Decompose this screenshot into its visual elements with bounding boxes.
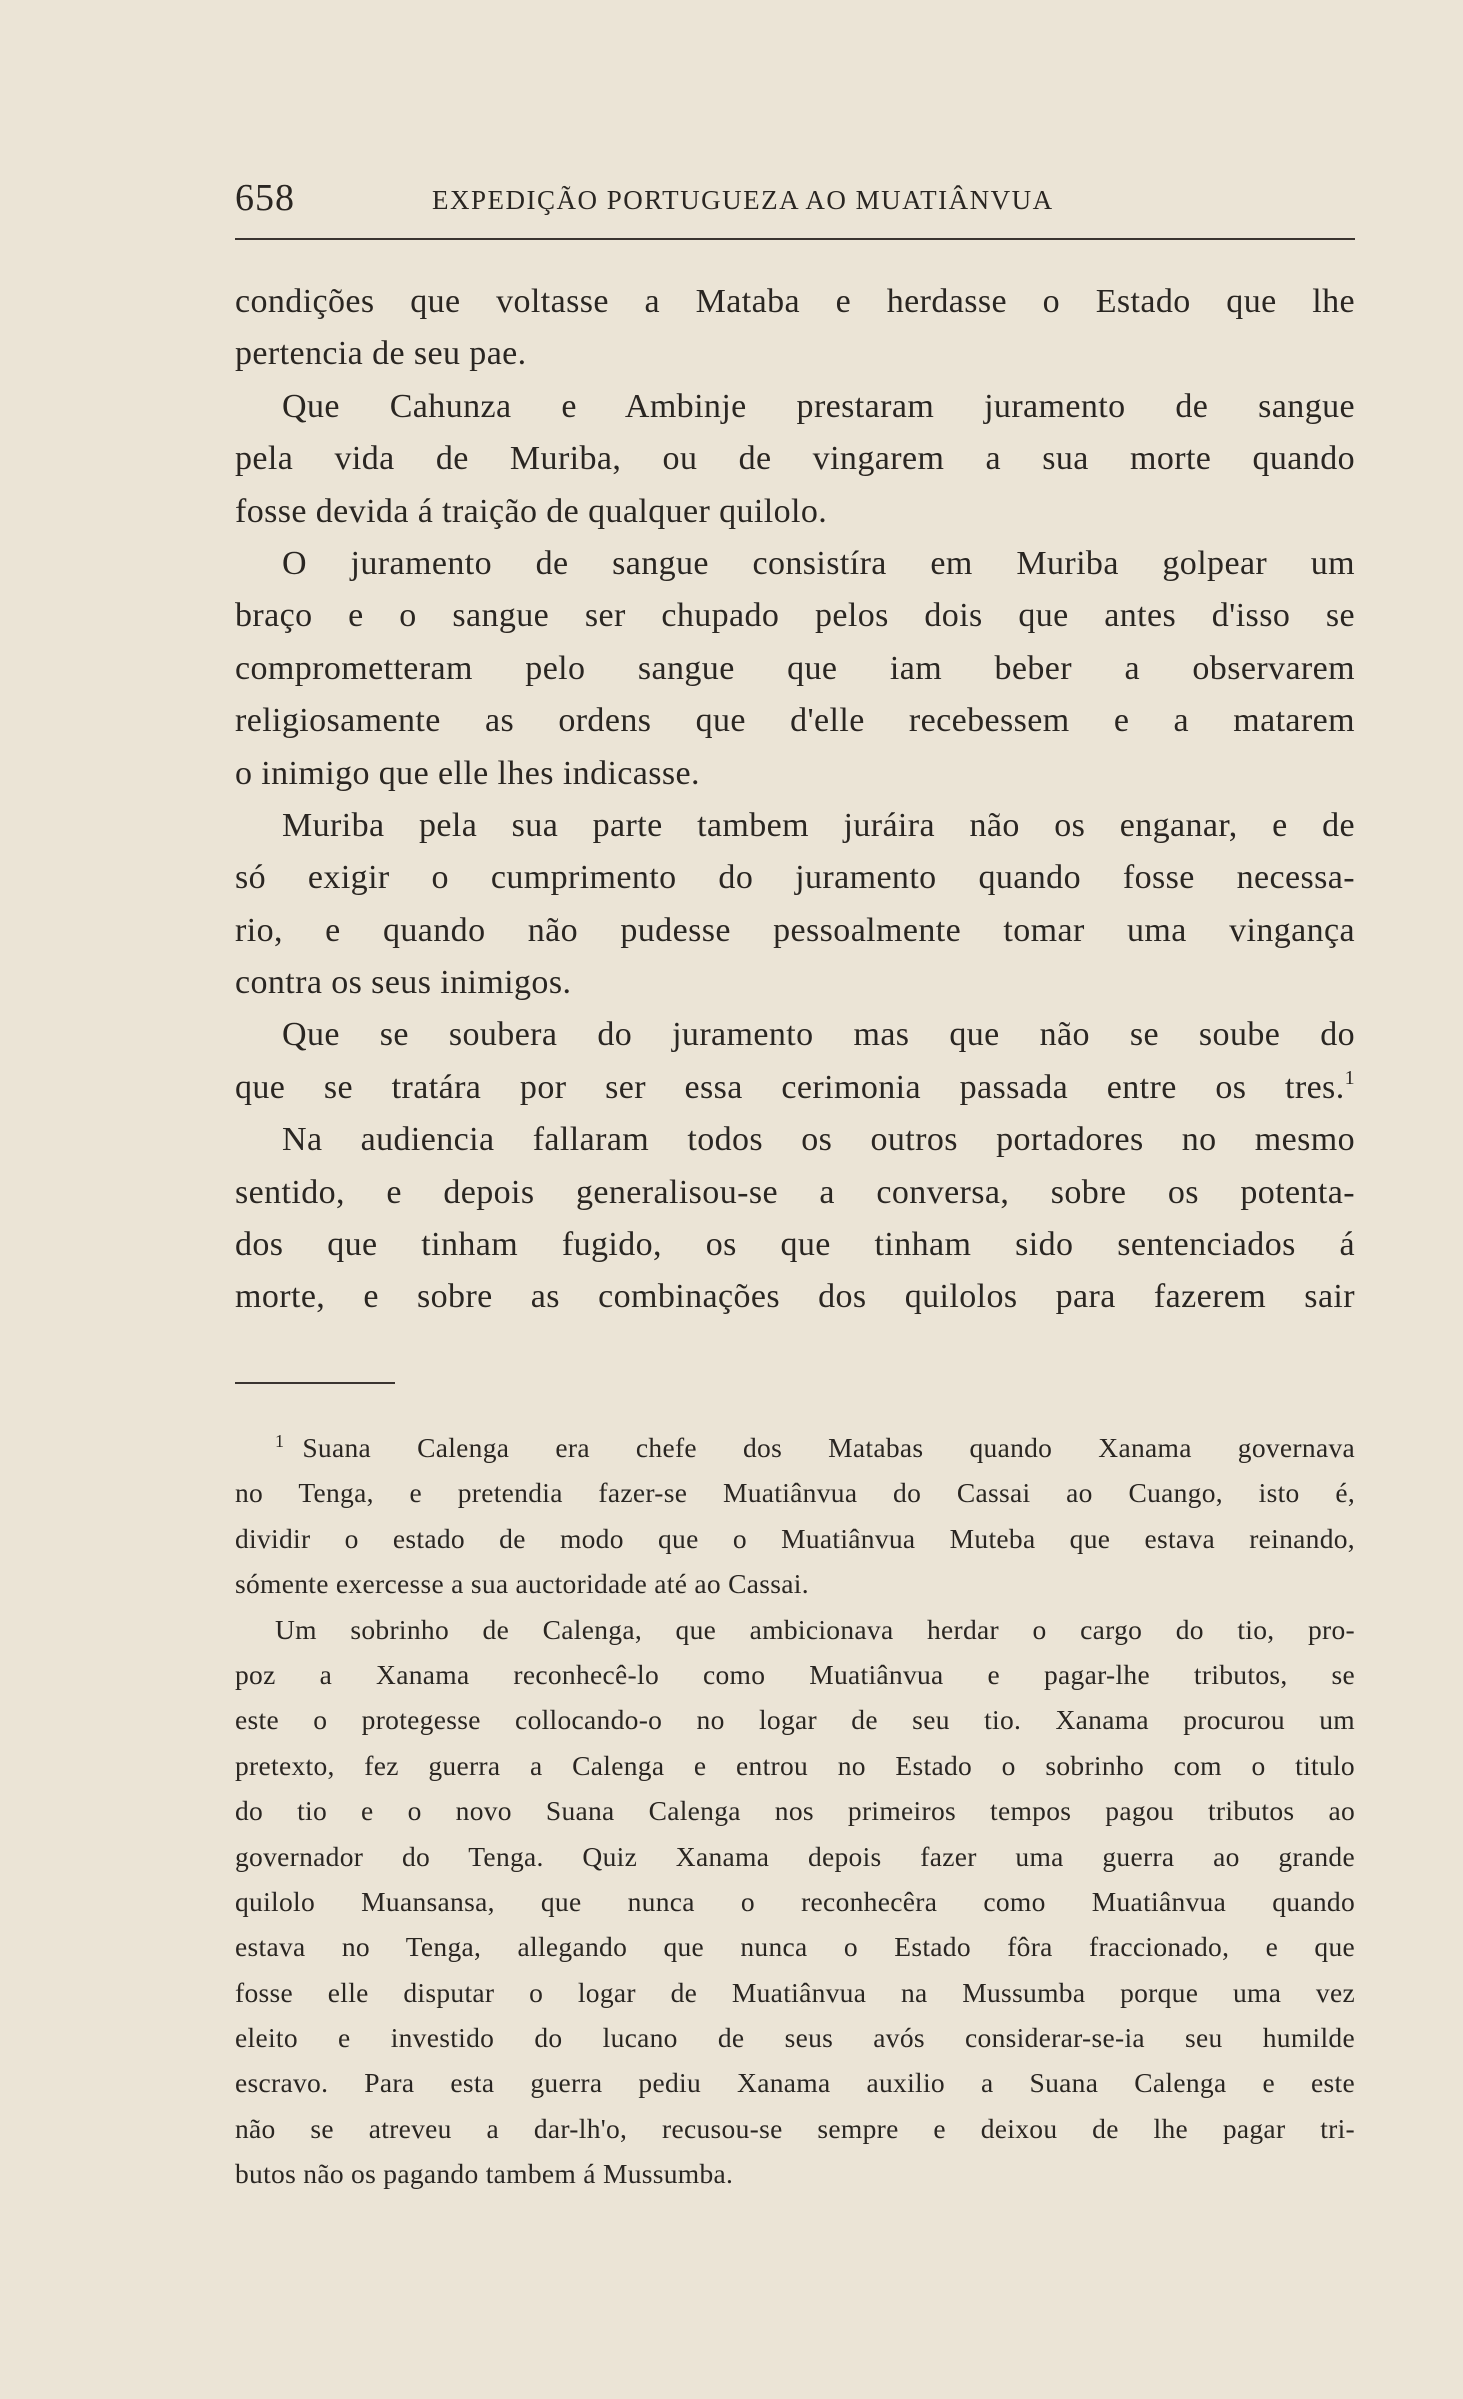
body-line: Que se soubera do juramento mas que não se soube do (282, 1016, 1355, 1054)
footnote-line: fosse elle disputar o logar de Muatiânvua na Mussumba porque uma vez (235, 1976, 1355, 2008)
body-line: morte, e sobre as combinações dos quilolos para fazerem sair (235, 1278, 1355, 1316)
footnote-line: do tio e o novo Suana Calenga nos primeiros tempos pagou tributos ao (235, 1795, 1355, 1827)
body-line: comprometteram pelo sangue que iam beber a observarem (235, 649, 1355, 687)
footnote-line: eleito e investido do lucano de seus avós considerar-se-ia seu humilde (235, 2022, 1355, 2054)
body-line: fosse devida á traição de qualquer quilolo. (235, 492, 828, 530)
body-line: religiosamente as ordens que d'elle recebessem e a matarem (235, 702, 1355, 740)
body-line: sentido, e depois generalisou-se a conversa, sobre os potenta- (235, 1173, 1355, 1211)
page-number: 658 (235, 177, 295, 219)
header-rule (235, 238, 1355, 240)
footnote-line: não se atreveu a dar-lh'o, recusou-se sempre e deixou de lhe pagar tri- (235, 2112, 1355, 2144)
body-line: pela vida de Muriba, ou de vingarem a sua morte quando (235, 440, 1355, 478)
page-header (235, 176, 1355, 226)
body-text (235, 276, 1355, 1324)
body-line-with-note (235, 1062, 1355, 1114)
footnote-line (235, 1425, 1355, 1470)
body-line: O juramento de sangue consistíra em Muriba golpear um (282, 544, 1355, 582)
footnote-line: poz a Xanama reconhecê-lo como Muatiânvua e pagar-lhe tributos, se (235, 1658, 1355, 1690)
body-line: braço e o sangue ser chupado pelos dois que antes d'isso se (235, 597, 1355, 635)
body-line: pertencia de seu pae. (235, 335, 527, 373)
footnote-reference: 1 (1344, 1066, 1355, 1089)
footnote-line: no Tenga, e pretendia fazer-se Muatiânvua do Cassai ao Cuango, isto é, (235, 1477, 1355, 1509)
footnote-line: este o protegesse collocando-o no logar de seu tio. Xanama procurou um (235, 1704, 1355, 1736)
body-line-text: que se tratára por ser essa cerimonia passada entre os tres. (235, 1068, 1345, 1106)
body-line: Que Cahunza e Ambinje prestaram juramento de sangue (282, 387, 1355, 425)
footnote-line: escravo. Para esta guerra pediu Xanama auxilio a Suana Calenga e este (235, 2067, 1355, 2099)
running-title: EXPEDIÇÃO PORTUGUEZA AO MUATIÂNVUA (432, 185, 1054, 215)
body-line: Na audiencia fallaram todos os outros portadores no mesmo (282, 1121, 1355, 1159)
footnote-line: dividir o estado de modo que o Muatiânvua Muteba que estava reinando, (235, 1522, 1355, 1554)
footnote-line: Um sobrinho de Calenga, que ambicionava herdar o cargo do tio, pro- (275, 1613, 1355, 1645)
footnote-line-text: Suana Calenga era chefe dos Matabas quando Xanama governava (302, 1432, 1355, 1463)
footnote-line: butos não os pagando tambem á Mussumba. (235, 2158, 734, 2190)
footnote-line: governador do Tenga. Quiz Xanama depois fazer uma guerra ao grande (235, 1840, 1355, 1872)
footnote-line: quilolo Muansansa, que nunca o reconhecêra como Muatiânvua quando (235, 1885, 1355, 1917)
footnote-line: estava no Tenga, allegando que nunca o Estado fôra fraccionado, e que (235, 1931, 1355, 1963)
body-line: condições que voltasse a Mataba e herdasse o Estado que lhe (235, 283, 1355, 320)
footnote-line: sómente exercesse a sua auctoridade até ao Cassai. (235, 1568, 809, 1600)
body-line: o inimigo que elle lhes indicasse. (235, 754, 700, 792)
footnote-marker: 1 (275, 1431, 285, 1451)
footnote-line: pretexto, fez guerra a Calenga e entrou no Estado o sobrinho com o titulo (235, 1749, 1355, 1781)
footnotes (235, 1425, 1355, 2197)
footnote-rule (235, 1382, 395, 1384)
body-line: rio, e quando não pudesse pessoalmente tomar uma vingança (235, 911, 1355, 949)
body-line: contra os seus inimigos. (235, 964, 572, 1002)
body-line: dos que tinham fugido, os que tinham sido sentenciados á (235, 1226, 1355, 1264)
body-line: só exigir o cumprimento do juramento quando fosse necessa- (235, 859, 1355, 897)
body-line: Muriba pela sua parte tambem juráira não os enganar, e de (282, 806, 1355, 844)
